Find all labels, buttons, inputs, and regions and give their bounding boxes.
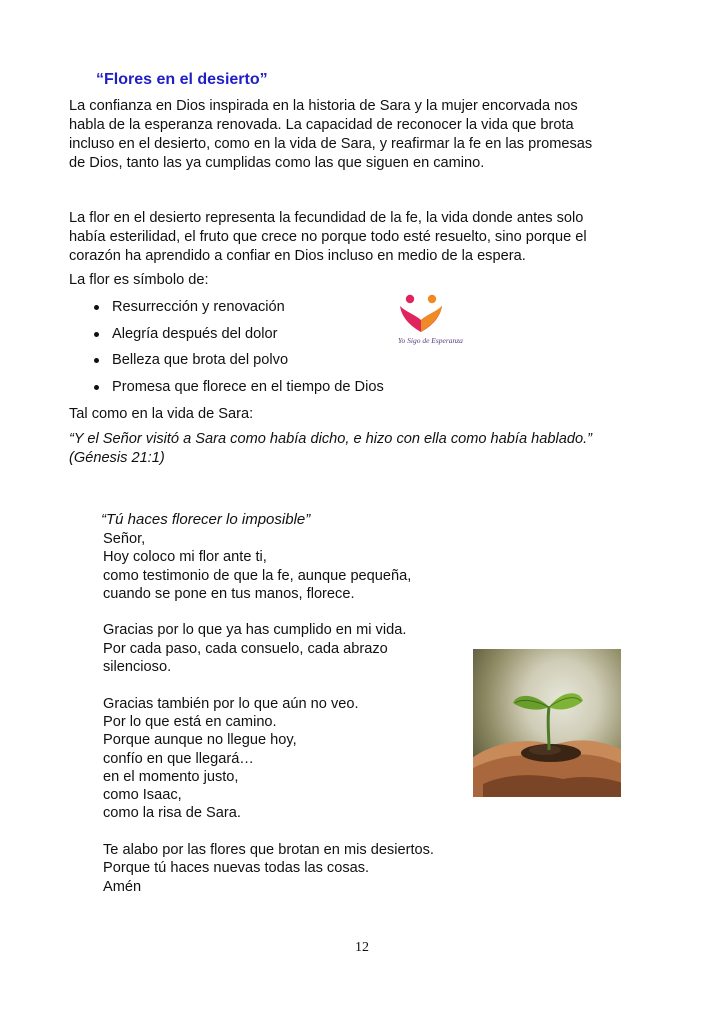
list-item: Belleza que brota del polvo: [86, 351, 384, 378]
prayer-line: Por cada paso, cada consuelo, cada abrazo: [103, 640, 388, 657]
prayer-line: Gracias también por lo que aún no veo.: [103, 695, 359, 712]
prayer-line: Te alabo por las flores que brotan en mis desiertos.: [103, 842, 434, 859]
esperanza-logo: [388, 290, 470, 348]
symbol-intro: La flor es símbolo de:: [69, 272, 209, 288]
prayer-line: como testimonio de que la fe, aunque pequeña,: [103, 567, 412, 584]
prayer-line: Por lo que está en camino.: [103, 713, 277, 730]
prayer-line: Porque tú haces nuevas todas las cosas.: [103, 860, 370, 877]
list-item: Promesa que florece en el tiempo de Dios: [86, 378, 384, 405]
two-people-heart-icon: [400, 295, 442, 332]
prayer-text: [103, 530, 434, 896]
prayer-line: Gracias por lo que ya has cumplido en mi vida.: [103, 622, 407, 639]
symbol-list: [86, 298, 384, 405]
prayer-blank: [103, 603, 434, 621]
prayer-line: como la risa de Sara.: [103, 805, 241, 822]
prayer-blank: [103, 676, 434, 694]
prayer-title: “Tú haces florecer lo imposible”: [101, 511, 311, 528]
list-item: Alegría después del dolor: [86, 325, 384, 352]
page-title: “Flores en el desierto”: [96, 71, 268, 88]
flower-paragraph: [69, 209, 649, 266]
page-number: 12: [355, 940, 369, 955]
intro-line: incluso en el desierto, como en la vida de Sara, y reafirmar la fe en las promesas: [69, 136, 593, 152]
flower-line: La flor en el desierto representa la fecundidad de la fe, la vida donde antes solo: [69, 210, 584, 226]
list-item: Resurrección y renovación: [86, 298, 384, 325]
logo-text: Yo Sigo de Esperanza: [398, 336, 463, 345]
quote-line: “Y el Señor visitó a Sara como había dicho, e hizo con ella como había hablado.”: [69, 431, 592, 447]
prayer-line: Porque aunque no llegue hoy,: [103, 732, 297, 749]
intro-paragraph: [69, 97, 649, 173]
prayer-line: silencioso.: [103, 659, 172, 676]
flower-line: había esterilidad, el fruto que crece no porque todo esté resuelto, sino porque el: [69, 229, 587, 245]
scripture-quote: [69, 430, 592, 468]
quote-reference: (Génesis 21:1): [69, 450, 165, 466]
prayer-line: confío en que llegará…: [103, 750, 254, 767]
intro-line: de Dios, tanto las ya cumplidas como las que siguen en camino.: [69, 155, 485, 171]
prayer-line: como Isaac,: [103, 787, 182, 804]
prayer-blank: [103, 823, 434, 841]
prayer-line: Señor,: [103, 531, 146, 547]
seedling-in-hands-image: [473, 649, 621, 797]
intro-line: habla de la esperanza renovada. La capacidad de reconocer la vida que brota: [69, 117, 574, 133]
prayer-line: cuando se pone en tus manos, florece.: [103, 585, 355, 602]
flower-line: corazón ha aprendido a confiar en Dios incluso en medio de la espera.: [69, 248, 526, 264]
intro-line: La confianza en Dios inspirada en la historia de Sara y la mujer encorvada nos: [69, 98, 578, 114]
sara-intro: Tal como en la vida de Sara:: [69, 406, 254, 422]
prayer-line: Amén: [103, 878, 142, 895]
prayer-line: en el momento justo,: [103, 768, 239, 785]
prayer-line: Hoy coloco mi flor ante ti,: [103, 549, 267, 566]
